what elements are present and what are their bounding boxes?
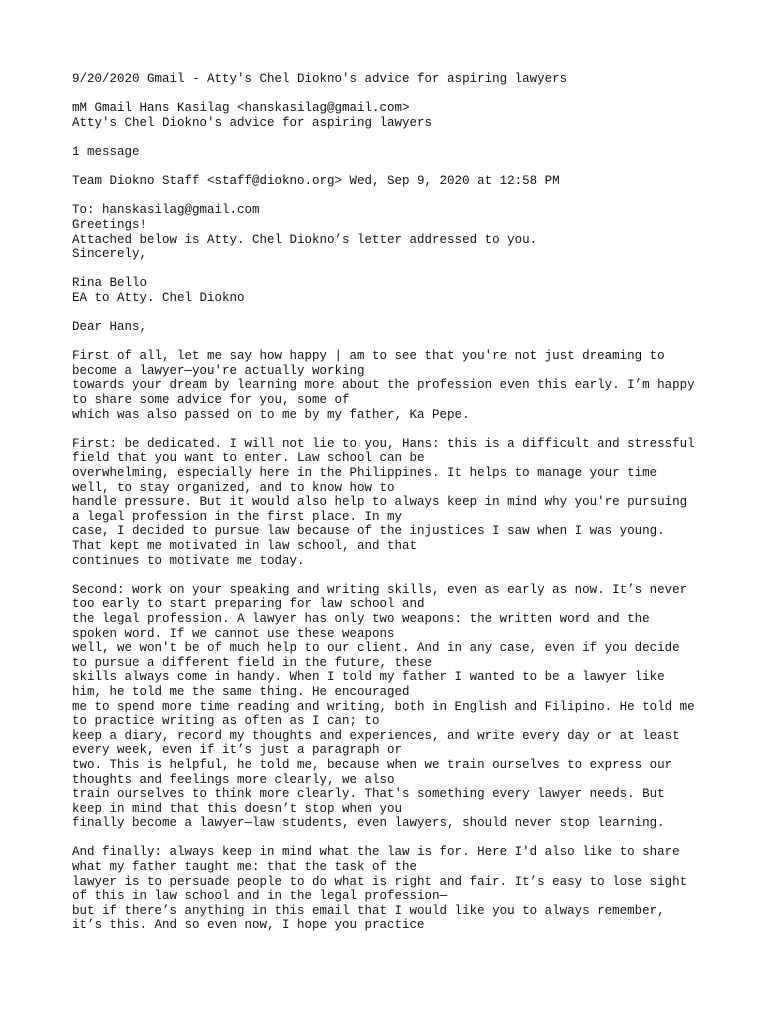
letter-line: overwhelming, especially here in the Philippines. It helps to manage your time xyxy=(72,466,658,481)
message-count: 1 message xyxy=(72,144,140,159)
letter-line: case, I decided to pursue law because of the injustices I saw when I was young. xyxy=(72,524,665,539)
letter-line: Second: work on your speaking and writing skills, even as early as now. It’s never xyxy=(72,582,688,597)
sender-line: Team Diokno Staff <staff@diokno.org> Wed, Sep 9, 2020 at 12:58 PM xyxy=(72,174,560,189)
letter-line: skills always come in handy. When I told my father I wanted to be a lawyer like xyxy=(72,670,665,685)
letter-line: well, to stay organized, and to know how to xyxy=(72,480,395,495)
letter-line: lawyer is to persuade people to do what is right and fair. It’s easy to lose sight xyxy=(72,874,688,889)
letter-line: And finally: always keep in mind what the law is for. Here I'd also like to share xyxy=(72,845,680,860)
letter-line: thoughts and feelings more clearly, we also xyxy=(72,772,395,787)
signature-name: Rina Bello xyxy=(72,276,148,291)
letter-line: field that you want to enter. Law school can be xyxy=(72,451,425,466)
letter-line: spoken word. If we cannot use these weapons xyxy=(72,626,395,641)
letter-paragraph xyxy=(72,437,696,568)
print-header-line: 9/20/2020 Gmail - Atty's Chel Diokno's advice for aspiring lawyers xyxy=(72,72,568,86)
letter-line: two. This is helpful, he told me, because when we train ourselves to express our xyxy=(72,757,673,772)
closing-line: Sincerely, xyxy=(72,247,148,262)
recipient-line: To: hanskasilag@gmail.com xyxy=(72,203,260,218)
letter-line: handle pressure. But it would also help to always keep in mind why you're pursuing xyxy=(72,495,688,510)
cover-note-line: Attached below is Atty. Chel Diokno’s letter addressed to you. xyxy=(72,232,538,247)
letter-line: That kept me motivated in law school, and that xyxy=(72,539,418,553)
letter-line: train ourselves to think more clearly. That's something every lawyer needs. But xyxy=(72,787,665,802)
letter-line: every week, even if it’s just a paragraph or xyxy=(72,743,403,758)
letter-line: him, he told me the same thing. He encouraged xyxy=(72,684,410,699)
letter-line: First: be dedicated. I will not lie to you, Hans: this is a difficult and stressful xyxy=(72,436,695,451)
letter-line: a legal profession in the first place. In my xyxy=(72,509,403,524)
letter-line: but if there’s anything in this email that I would like you to always remember, xyxy=(72,903,665,918)
letter-line: become a lawyer—you're actually working xyxy=(72,363,365,378)
letter-line: to share some advice for you, some of xyxy=(72,393,350,408)
letter-paragraph xyxy=(72,845,696,933)
letter-line: keep in mind that this doesn’t stop when you xyxy=(72,801,403,816)
greeting-line: Greetings! xyxy=(72,217,148,232)
letter-line: too early to start preparing for law school and xyxy=(72,597,425,612)
letter-line: what my father taught me: that the task of the xyxy=(72,860,418,875)
letter-body xyxy=(72,349,696,933)
letter-line: which was also passed on to me by my father, Ka Pepe. xyxy=(72,407,470,422)
signature-title: EA to Atty. Chel Diokno xyxy=(72,290,245,305)
letter-salutation: Dear Hans, xyxy=(72,320,148,335)
cover-note xyxy=(72,203,696,261)
letter-line: well, we won't be of much help to our client. And in any case, even if you decide xyxy=(72,641,680,656)
letter-paragraph xyxy=(72,349,696,422)
letter-line: continues to motivate me today. xyxy=(72,553,305,568)
letter-line: finally become a lawyer—law students, even lawyers, should never stop learning. xyxy=(72,816,665,831)
signature-block xyxy=(72,276,696,305)
letter-line: keep a diary, record my thoughts and experiences, and write every day or at least xyxy=(72,728,680,743)
letter-line: to practice writing as often as I can; to xyxy=(72,714,380,729)
letter-paragraph xyxy=(72,583,696,831)
letter-line: the legal profession. A lawyer has only two weapons: the written word and the xyxy=(72,611,650,626)
letter-line: of this in law school and in the legal profession— xyxy=(72,889,448,904)
letter-line: to pursue a different field in the future, these xyxy=(72,655,433,670)
letter-line: towards your dream by learning more about the profession even this early. I’m happy xyxy=(72,378,695,393)
letter-line: me to spend more time reading and writing, both in English and Filipino. He told me xyxy=(72,699,695,714)
letter-line: it’s this. And so even now, I hope you practice xyxy=(72,918,425,933)
letter-line: First of all, let me say how happy | am to see that you're not just dreaming to xyxy=(72,349,665,364)
email-subject: Atty's Chel Diokno's advice for aspiring lawyers xyxy=(72,115,433,130)
gmail-account-line: mM Gmail Hans Kasilag <hanskasilag@gmail.com> xyxy=(72,101,410,116)
